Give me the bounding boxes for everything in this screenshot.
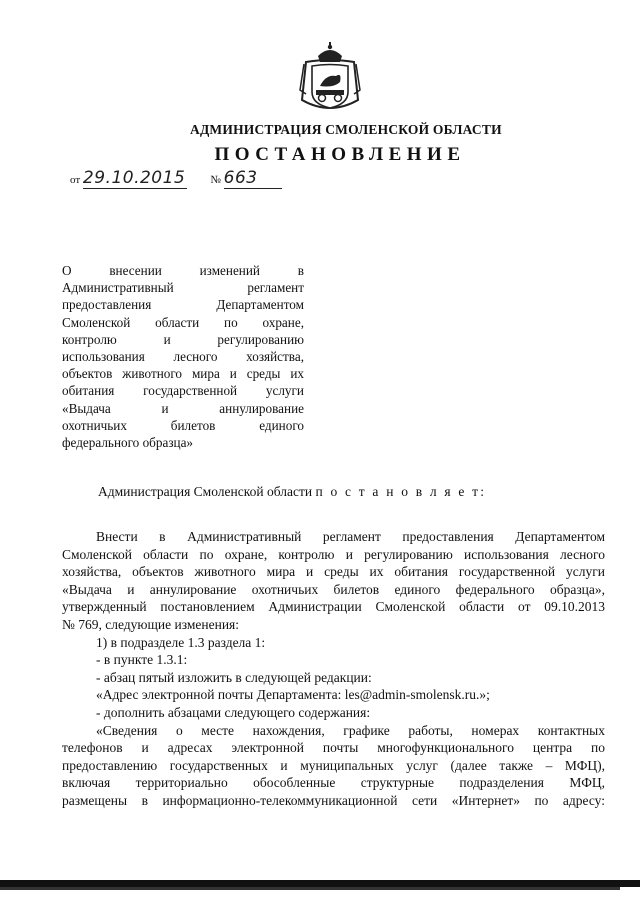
subject-line: объектов животного мира и среды их xyxy=(62,366,304,382)
subject-line: Смоленской области по охране, xyxy=(62,314,304,330)
body-line: «Сведения о месте нахождения, графике работы, номерах контактных xyxy=(96,722,605,738)
preamble-decree: п о с т а н о в л я е т: xyxy=(315,484,487,499)
date-prefix: от xyxy=(70,174,81,186)
body-line: - абзац пятый изложить в следующей редакции: xyxy=(96,669,372,685)
subject-line: контролю и регулированию xyxy=(62,331,304,347)
number-prefix: № xyxy=(210,174,221,186)
body-line: утвержденный постановлением Администрации Смоленской области от 09.10.2013 xyxy=(62,599,605,615)
coat-of-arms-emblem xyxy=(296,42,364,118)
body-line: - дополнить абзацами следующего содержания: xyxy=(96,704,371,720)
document-date: 29.10.2015 xyxy=(82,168,186,188)
preamble-text: Администрация Смоленской области xyxy=(98,484,313,499)
subject-line: использования лесного хозяйства, xyxy=(62,349,304,365)
body-line: телефонов и адресах электронной почты многофункционального центра по xyxy=(62,740,605,756)
scan-edge-shadow xyxy=(0,887,620,890)
document-type: ПОСТАНОВЛЕНИЕ xyxy=(214,144,466,165)
document-subject xyxy=(62,262,304,451)
body-line: Внести в Административный регламент предоставления Департаментом xyxy=(96,529,605,544)
preamble xyxy=(98,484,486,500)
subject-line: федерального образца» xyxy=(62,435,194,451)
body-line: Смоленской области по охране, контролю и регулированию использования лесного xyxy=(62,546,605,562)
document-number: 663 xyxy=(223,168,258,188)
subject-line: охотничьих билетов единого xyxy=(62,417,304,433)
subject-line: О внесении изменений в xyxy=(62,263,304,278)
subject-line: Административный регламент xyxy=(62,280,304,296)
subject-line: «Выдача и аннулирование xyxy=(62,400,304,416)
body-line: размещены в информационно-телекоммуникационной сети «Интернет» по адресу: xyxy=(62,792,605,808)
subject-line: предоставления Департаментом xyxy=(62,297,304,313)
body-line: хозяйства, объектов животного мира и среды их обитания государственной услуги xyxy=(62,564,605,580)
body-line: предоставлению государственных и муниципальных услуг (далее также – МФЦ), xyxy=(62,757,605,773)
date-number-line xyxy=(70,168,282,189)
organization-title: АДМИНИСТРАЦИЯ СМОЛЕНСКОЙ ОБЛАСТИ xyxy=(190,122,502,137)
body-line: включая территориально обособленные структурные подразделения МФЦ, xyxy=(62,775,605,791)
body-line: «Адрес электронной почты Департамента: les@admin-smolensk.ru.»; xyxy=(96,687,490,703)
body-line: - в пункте 1.3.1: xyxy=(96,652,188,668)
body-line: № 769, следующие изменения: xyxy=(62,616,240,632)
scan-edge-bar xyxy=(0,880,640,887)
document-body xyxy=(62,528,605,810)
body-line: 1) в подразделе 1.3 раздела 1: xyxy=(96,634,266,650)
body-line: «Выдача и аннулирование охотничьих билетов единого федерального образца», xyxy=(62,581,605,597)
subject-line: обитания государственной услуги xyxy=(62,383,304,399)
